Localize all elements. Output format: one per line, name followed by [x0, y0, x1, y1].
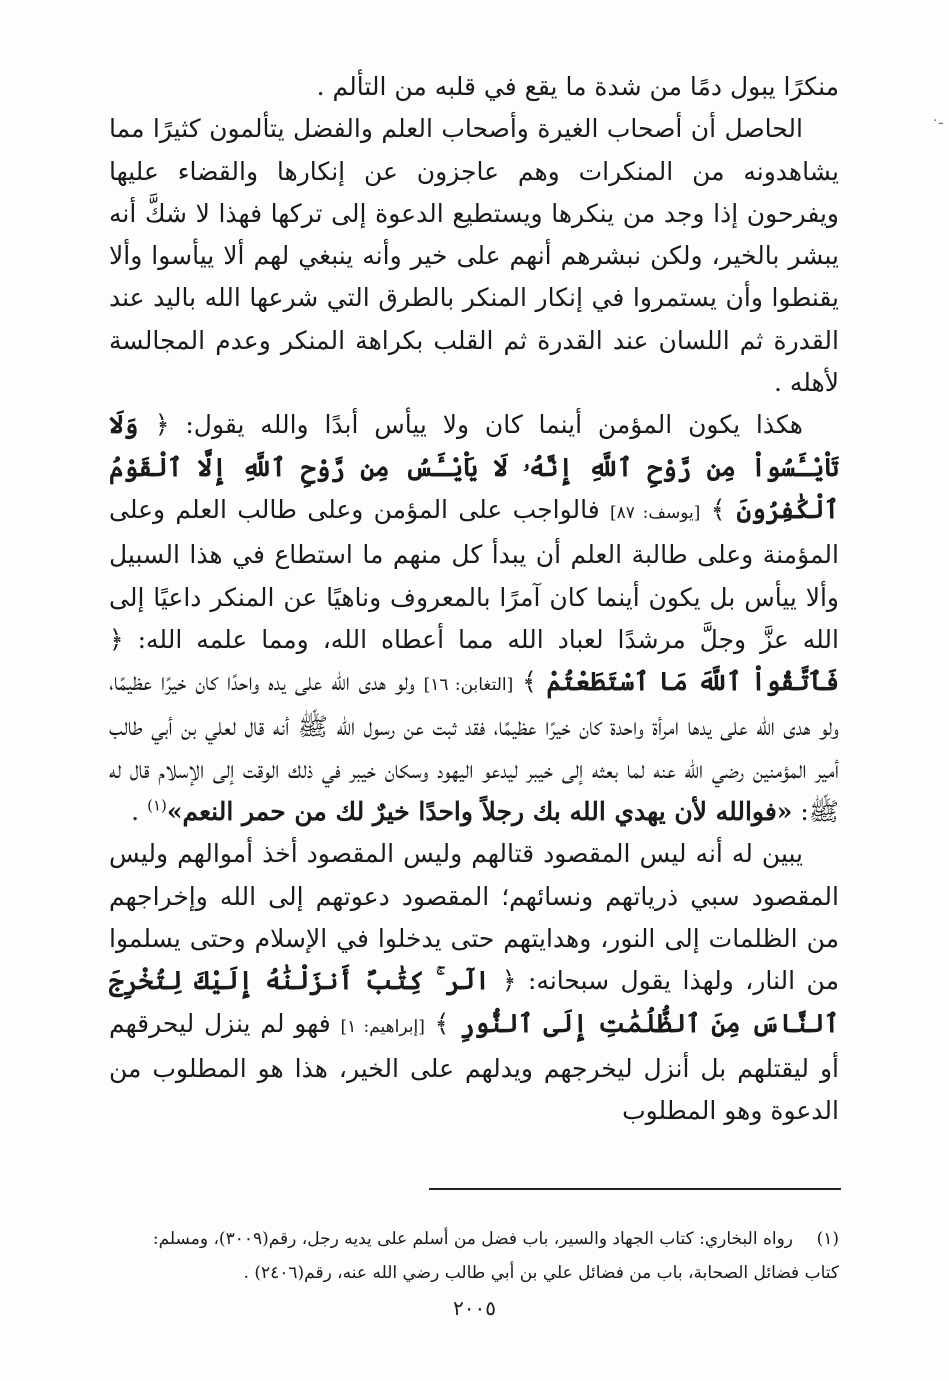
p3-continuation: ولو هدى الله على يده واحدًا كان خيرًا عظيمًا، ولو هدى الله على يدها امرأة واحدة كان خيرًا عظيمًا، فقد ثبت عن رسول الله ﷺ أنه قال لعلي بن أبي طالب أمير المؤمنين رضي الله عنه لما بعثه إلى خيبر ليدعو اليهود وسكان خيبر في ذلك الوقت إلى الإسلام قال له ﷺ:	[109, 667, 839, 827]
footnote-marker[interactable]: (١)	[147, 796, 167, 815]
hadith-quote: «فوالله لأن يهدي الله بك رجلاً واحدًا خيرٌ لك من حمر النعم»	[166, 797, 793, 827]
page-number: ٢٠٠٥	[453, 1296, 496, 1320]
p4-body: فهو لم ينزل ليحرقهم أو ليقتلهم بل أنزل ليخرجهم ويدلهم على الخير، هذا هو المطلوب من الدعوة وهو المطلوب	[109, 1008, 839, 1126]
ornate-bracket-open: ﴿	[154, 410, 170, 440]
ornate-bracket-close: ﴾	[522, 667, 537, 697]
p3-intro: هكذا يكون المؤمن أينما كان ولا ييأس أبدًا والله يقول:	[169, 410, 803, 440]
ornate-bracket-open: ﴿	[501, 966, 517, 996]
verse-reference: [إبراهيم: ١]	[340, 1016, 425, 1037]
verse-text: وَلَا تَاْيْـَٔسُواْ مِن رَّوْحِ ٱللَّهِ إِنَّهُۥ لَا يَاْيْـَٔسُ مِن رَّوْحِ ٱللَّهِ إِلَّا ٱلْقَوْمُ ٱلْكَٰفِرُونَ	[109, 410, 839, 524]
footnote-number: (١)	[816, 1229, 839, 1249]
footnote-line-2: كتاب فضائل الصحابة، باب من فضائل علي بن أبي طالب رضي الله عنه، رقم(٢٤٠٦) .	[243, 1263, 839, 1283]
footnote-text-1: رواه البخاري: كتاب الجهاد والسير، باب فضل من أسلم على يديه رجل، رقم(٣٠٠٩)، ومسلم:	[152, 1229, 793, 1249]
verse-reference: [يوسف: ٨٧]	[610, 502, 701, 523]
paragraph-2: الحاصل أن أصحاب الغيرة وأصحاب العلم والفضل يتألمون كثيرًا مما يشاهدونه من المنكرات وهم عاجزون عن إنكارها والقضاء عليها ويفرحون إذا وجد من ينكرها ويستطيع الدعوة إلى تركها فهذا لا شكَّ أنه يبشر بالخير، ولكن نبشرهم أنهم على خير وأنه ينبغي لهم ألا ييأسوا وألا يقنطوا وأن يستمروا في إنكار المنكر بالطرق التي شرعها الله باليد عند القدرة ثم اللسان عند القدرة ثم القلب بكراهة المنكر وعدم المجالسة لأهله .	[109, 114, 839, 398]
footnote-line-1	[109, 1222, 839, 1256]
main-text	[109, 66, 839, 1132]
verse-reference: [التغابن: ١٦]	[423, 675, 514, 696]
margin-mark: ـ٠	[931, 112, 943, 128]
footnote-separator	[429, 1188, 841, 1190]
footnote	[109, 1222, 839, 1290]
paragraph-4	[109, 833, 839, 1132]
ornate-bracket-close: ﴾	[710, 494, 726, 524]
p3-body: فالواجب على المؤمن وعلى طالب العلم وعلى المؤمنة وعلى طالبة العلم أن يبدأ كل منهم ما استطاع في هذا السبيل وألا ييأس بل يكون أينما كان آمرًا بالمعروف وناهيًا عن المنكر داعيًا إلى الله عزَّ وجلَّ مرشدًا لعباد الله مما أعطاه الله، ومما علمه الله:	[109, 494, 839, 654]
ornate-bracket-open: ﴿	[109, 624, 124, 654]
verse-text: فَٱتَّقُواْ ٱللَّهَ مَا ٱسْتَطَعْتُمْ	[546, 667, 839, 697]
paragraph-3	[109, 404, 839, 833]
verse-text: الٓر ۚ كِتَٰبٌ أَنزَلْنَٰهُ إِلَيْكَ لِتُخْرِجَ ٱلنَّاسَ مِنَ ٱلظُّلُمَٰتِ إِلَى ٱلنُّورِ	[109, 966, 839, 1038]
p4-intro: يبين له أنه ليس المقصود قتالهم وليس المقصود أخذ أموالهم وليس المقصود سبي ذرياتهم ونسائهم؛ المقصود دعوتهم إلى الله وإخراجهم من الظلمات إلى النور، وهدايتهم حتى يدخلوا في الإسلام وحتى يسلموا من النار، ولهذا يقول سبحانه:	[109, 839, 839, 996]
p3-end: .	[131, 797, 148, 827]
paragraph-1: منكرًا يبول دمًا من شدة ما يقع في قلبه من التألم .	[316, 72, 839, 101]
ornate-bracket-close: ﴾	[434, 1008, 450, 1038]
